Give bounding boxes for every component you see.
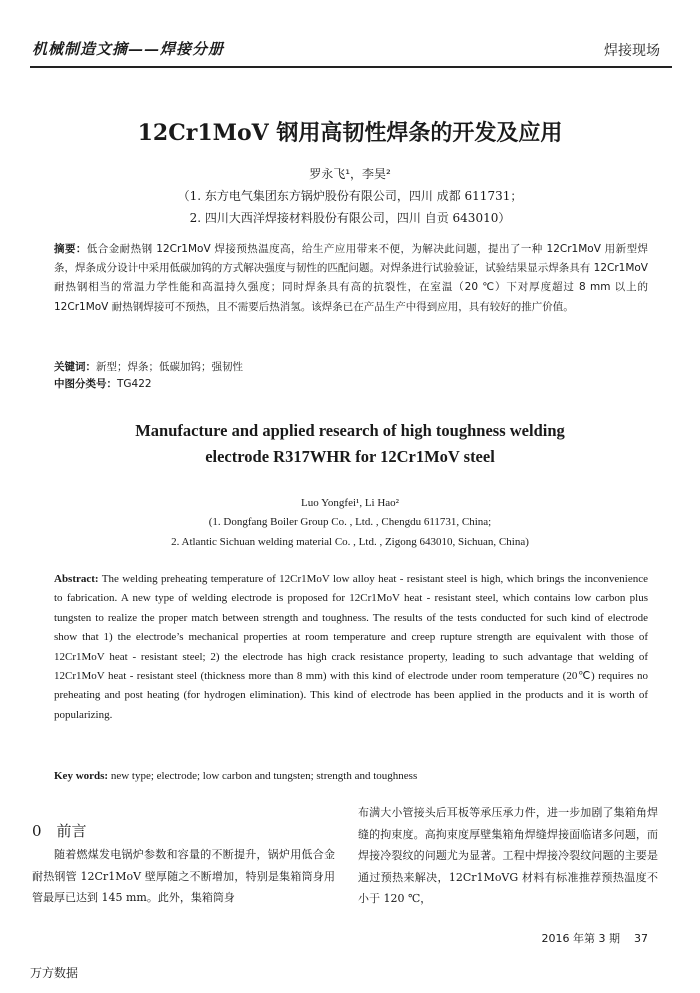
body-left-column: 随着燃煤发电锅炉参数和容量的不断提升，锅炉用低合金耐热钢管 12Cr1MoV 壁厚随之不断增加，特别是集箱筒身用管最厚已达到 145 mm。此外，集箱筒身 [32, 848, 335, 905]
page-footer [542, 930, 648, 946]
abstract-chinese-label: 摘要： [54, 243, 87, 255]
affiliation-english-1: (1. Dongfang Boiler Group Co. , Ltd. , Chengdu 611731, China; [208, 516, 492, 528]
keywords-english [54, 767, 648, 786]
wanfang-watermark: 万方数据 [30, 966, 79, 980]
abstract-chinese-text: 低合金耐热钢 12Cr1MoV 焊接预热温度高，给生产应用带来不便，为解决此问题，提出了一种 12Cr1MoV 用新型焊条，焊条成分设计中采用低碳加钨的方式解决强度与韧性的匹配问题。对焊条进行试验验证，试验结果显示焊条具有 12Cr1MoV 耐热钢相当的常温力学性能和高温持久强度；同时焊条具有高的抗裂性，在室温（20 ℃）下对厚度超过 8 mm 以上的 12Cr1MoV 耐热钢焊接可不预热，且不需要后热消氢。该焊条已在产品生产中得到应用，具有较好的推广价值。 [54, 243, 649, 313]
section-label: 焊接现场 [604, 43, 660, 59]
title-english-line-1: Manufacture and applied research of high toughness welding [135, 421, 565, 440]
keywords-chinese-text: 新型；焊条；低碳加钨；强韧性 [96, 361, 243, 373]
affiliation-chinese-2: 2. 四川大西洋焊接材料股份有限公司，四川 自贡 643010） [189, 211, 511, 225]
title-english-line-2: electrode R317WHR for 12Cr1MoV steel [205, 447, 495, 466]
affiliation-english-2: 2. Atlantic Sichuan welding material Co. , Ltd. , Zigong 643010, Sichuan, China) [171, 536, 529, 548]
classification-label: 中图分类号： [54, 378, 117, 390]
journal-name: 机械制造文摘——焊接分册 [32, 40, 225, 58]
header-rule [30, 66, 672, 68]
title-english [0, 418, 700, 470]
classification-code: TG422 [117, 378, 152, 390]
page-number: 37 [634, 932, 648, 945]
abstract-english [54, 570, 648, 725]
affiliation-chinese-1: （1. 东方电气集团东方锅炉股份有限公司，四川 成都 611731； [177, 189, 523, 203]
section-heading-preface: 0 前言 [32, 822, 87, 840]
body-right-column: 布满大小管接头后耳板等承压承力件，进一步加剧了集箱角焊缝的拘束度。高拘束度厚壁集箱角焊缝焊接面临诸多问题，而焊接冷裂纹的问题尤为显著。工程中焊接冷裂纹问题的主要是通过预热来解决，12Cr1MoVG 材料有标准推荐预热温度不小于 120 ℃， [358, 806, 658, 906]
classification-number [54, 375, 648, 394]
issue-label: 2016 年第 3 期 [541, 932, 620, 945]
keywords-chinese-label: 关键词： [54, 361, 96, 373]
keywords-english-label: Key words: [54, 770, 109, 782]
authors-english: Luo Yongfei¹, Li Hao² [301, 497, 399, 509]
title-chinese: 12Cr1MoV 钢用高韧性焊条的开发及应用 [137, 120, 563, 146]
keywords-english-text: new type; electrode; low carbon and tungsten; strength and toughness [108, 770, 418, 782]
abstract-chinese [54, 240, 648, 317]
abstract-english-text: The welding preheating temperature of 12Cr1MoV low alloy heat - resistant steel is high, which brings the inconvenience to fabrication. A new type of welding electrode is proposed for 12Cr1MoV heat - resistant steel, which contains low carbon plus tungsten to realize the proper match between strength and toughness. The results of the tests conducted for such kind of electrode show that 1) the electrode’s mechanical properties at room temperature and creep rupture strength are equivalent with those of 12Cr1MoV heat - resistant steel; 2) the electrode has high crack resistance property, leading to such advantage that welding of 12Cr1MoV heat - resistant steel (thickness more than 8 mm) with this kind of electrode under room temperature (20℃) requires no preheating and post heating (for hydrogen elimination). This kind of electrode has been applied in the products and it is worth of popularizing. [54, 573, 648, 721]
authors-chinese: 罗永飞¹，李昊² [309, 167, 391, 181]
abstract-english-label: Abstract: [54, 573, 99, 585]
